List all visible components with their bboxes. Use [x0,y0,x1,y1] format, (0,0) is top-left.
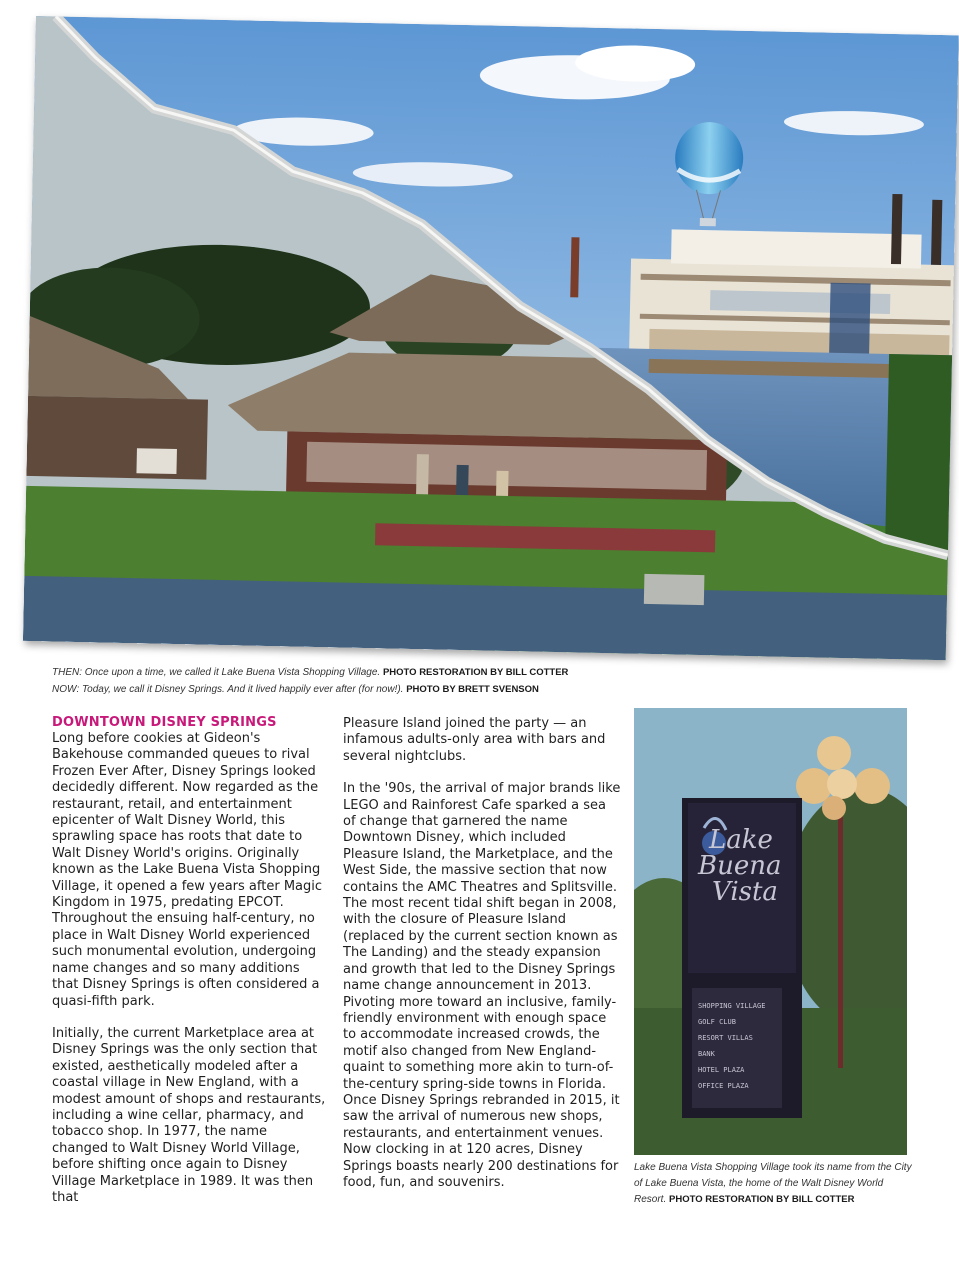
sign-directory-item: SHOPPING VILLAGE [698,1002,766,1010]
sign-logo-line-1: Lake [709,825,773,855]
then-now-photo-illustration [23,16,959,660]
caption-now-text: NOW: Today, we call it Disney Springs. And it lived happily ever after (for now!). [52,684,404,695]
sign-directory-item: RESORT VILLAS [698,1034,753,1042]
sign-logo-line-2: Buena [698,851,782,881]
hero-photo [23,16,959,660]
caption-now-credit: PHOTO BY BRETT SVENSON [406,684,539,695]
sign-photo-caption-credit: PHOTO RESTORATION BY BILL COTTER [669,1194,855,1205]
sign-logo-line-3: Vista [712,877,778,907]
article-paragraph: Pleasure Island joined the party — an infamous adults-only area with bars and several nightclubs. [343,716,606,764]
lake-buena-vista-sign-illustration [634,708,907,1155]
article-column-1 [52,715,327,1222]
article-column-2 [343,716,621,1207]
caption-then [52,666,852,680]
article-paragraph: Initially, the current Marketplace area at Disney Springs was the only section that existed, aesthetically modeled after a coastal village in New England, with a modest amount of shops and restaurants, including a wine cellar, pharmacy, and tobacco shop. In 1977, the name changed to Walt Disney World Village, before shifting once again to Disney Village Marketplace in 1989. It was then that [52,1025,326,1205]
caption-then-text: THEN: Once upon a time, we called it Lake Buena Vista Shopping Village. [52,667,381,678]
sign-directory-item: HOTEL PLAZA [698,1066,745,1074]
sign-directory-item: GOLF CLUB [698,1018,736,1026]
article-paragraph: In the '90s, the arrival of major brands like LEGO and Rainforest Cafe sparked a sea of change that garnered the name Downtown Disney, which included Pleasure Island, the Marketplace, and the West Side, the massive section that now contains the AMC Theatres and Splitsville. The most recent tidal shift began in 2008, with the closure of Pleasure Island (replaced by the current section known as The Landing) and the steady expansion and growth that led to the Disney Springs name change announcement in 2013. Pivoting more toward an inclusive, family-friendly environment with enough space to accommodate increased crowds, the motif also changed from New England-quaint to something more akin to turn-of-the-century spring-side towns in Florida. Once Disney Springs rebranded in 2015, it saw the arrival of numerous new shops, restaurants, and entertainment venues. Now clocking in at 120 acres, Disney Springs boasts nearly 200 destinations for food, fun, and souvenirs. [343,781,621,1190]
sign-photo [634,708,907,1155]
sign-photo-caption [634,1160,914,1208]
caption-then-credit: PHOTO RESTORATION BY BILL COTTER [382,667,569,678]
section-title: DOWNTOWN DISNEY SPRINGS [52,715,277,730]
caption-now [52,683,852,697]
hero-photo-frame [36,16,959,656]
article-paragraph: Long before cookies at Gideon's Bakehouse commanded queues to rival Frozen Ever After, Disney Springs looked decidedly different. Now regarded as the restaurant, retail, and entertainment epicenter of Walt Disney World, this sprawling space has roots that date to Walt Disney World's origins. Originally known as the Lake Buena Vista Shopping Village, it opened a few years after Magic Kingdom in 1975, predating EPCOT. Throughout the ensuing half-century, no place in Walt Disney World experienced such monumental evolution, undergoing name changes and so many additions that Disney Springs is often considered a quasi-fifth park. [52,731,323,1009]
sign-directory-item: BANK [698,1050,715,1058]
sign-photo-caption-text: Lake Buena Vista Shopping Village took its name from the City of Lake Buena Vista, the home of the Walt Disney World Resort. [634,1162,912,1205]
sign-directory-item: OFFICE PLAZA [698,1082,749,1090]
